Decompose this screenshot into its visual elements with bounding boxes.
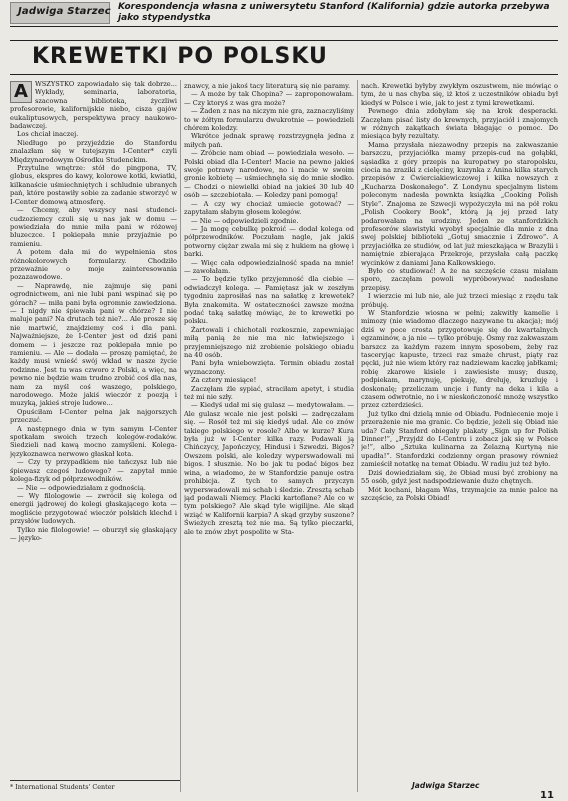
paragraph: WSZYSTKO zapowiadało się tak dobrze... Wykłady, seminaria, laboratoria, szacowna biblioteka, życzliwi profesorowie, kalifornijskie niebo, cisza gajów eukaliptusowych, perspektywa pracy naukowo-badawczej.	[10, 80, 177, 131]
article-column-2	[184, 82, 354, 782]
paragraph: Los chciał inaczej.	[17, 130, 79, 139]
paragraph: — A może by tak Chopina? — zaproponowałam. — Czy ktoryś z was gra może?	[184, 90, 354, 107]
paragraph: Pani była wniebowzięta. Termin obiadu został wyznaczony.	[184, 359, 354, 376]
paragraph: A następnego dnia w tym samym I-Center spotkałam swoich trzech kolegów-rodaków. Siedzieli nad kawą mocno zamyśleni. Kolega-językoznawca nerwowo głaskał kota.	[10, 424, 177, 458]
paragraph: — Wy filologowie — zwrócił się kolega od energii jądrowej do kolegi głaskającego kota — mogliście przygotować wieczór polskich klechd i przysłów ludowych.	[10, 491, 177, 526]
article-column-1	[10, 80, 177, 780]
paragraph: — Więc cała odpowiedzialność spada na mnie! — zawołałam.	[184, 258, 354, 275]
paragraph: Za cztery miesiące!	[191, 376, 257, 385]
paragraph: Żartowali i chichotali rozkosznie, zapewniając miłą panią że nie ma nic łatwiejszego i przyjemniejszego niż zrobienie polskiego obiadu na 40 osób.	[184, 325, 354, 359]
paragraph: — Zróbcie nam obiad — powiedziała wesoło. — Polski obiad dla I-Center! Macie na pewno jakieś swoje potrawy narodowe, no i macie w swoim gronie kobietę — uśmiechnęła się do mnie słodko. — Chodzi o niewielki obiad na jakieś 30 lub 40 osób — szczebiotała. — Koledzy pani pomogą!	[184, 149, 354, 200]
paragraph: Pewnego dnia zdobyłam się na krok desperacki. Zaczęłam pisać listy do krewnych, przyjaciół i znajomych w różnych zakątkach świata błagając o pomoc. Do miesiąca były rezultaty.	[361, 107, 558, 141]
paragraph: znawcy, a nie jakoś tacy literaturą się nie paramy.	[184, 82, 351, 90]
paragraph: Przytulne wnętrze: stół do pingpona, TV, globus, ekspres do kawy, kolorowe kotki, kwiatki, kilkanaście uśmiechniętych i schludnie ubranych pań, które postawiły sobie za zadanie stworzyć w I-Center domową atmosferę.	[10, 164, 177, 206]
paragraph: Dziś dowiedziałam się, że Obiad musi być zrobiony na 55 osób, gdyż jest nadspodziewanie dużo chętnych.	[361, 468, 558, 486]
paragraph: A potem dała mi do wypełnienia stos różnokolorowych formularzy. Chodziło przeważnie o moje zainteresowania pozazawodowe.	[10, 248, 177, 282]
paragraph: Tylko nie filologowie! — oburzył się głaskający — języko-	[10, 525, 177, 542]
paragraph: nach. Krewetki byłyby zwykłym oszustwem, nie mówiąc o tym, że u nas chyba się, iż ktoś z uczestników obiadu był kiedyś w Polsce i wie, jak to jest z tymi krewetkami.	[361, 82, 558, 107]
author-signoff: Jadwiga Starzec	[412, 781, 480, 790]
paragraph: Opuściłam I-Center pełna jak najgorszych przeczuć.	[10, 407, 177, 425]
column-divider-2	[357, 80, 358, 792]
paragraph: — A czy wy chociaż umiecie gotować? — zapytałam słabym głosem kolegów.	[184, 199, 354, 217]
article-title: KREWETKI PO POLSKU	[32, 44, 328, 69]
intro-note: Korespondencja własna z uniwersytetu Stanford (Kalifornia) gdzie autorka przebywa jako stypendystka	[118, 2, 550, 23]
paragraph: — Żaden z nas na niczym nie gra, zaznaczyliśmy to w żółtym formularzu dwukrotnie — powiedzieli chórem koledzy.	[184, 107, 354, 133]
article-column-3	[361, 82, 558, 782]
page-number: 11	[540, 790, 554, 801]
paragraph: — Nie — odpowiedziałam z godnością.	[17, 483, 146, 492]
column-divider-1	[180, 80, 181, 792]
paragraph: Wkrótce jednak sprawę rozstrzygnęła jedna z miłych pań.	[184, 132, 354, 149]
divider-title-top	[10, 40, 558, 41]
paragraph: Już tylko dni dzielą mnie od Obiadu. Podniecenie moje i przerażenie nie ma granic. Co będzie, jeżeli się Obiad nie uda? Cały Stanford obiegaly plakaty „Sign up for Polish Dinner!”, „Przyjdź do I-Centru i zobacz jak się w Polsce je!”, albo „Sztuka kulinarna za Żelazną Kurtyną nie upadła!”. Stanfordzki codzienny organ prasowy również zamieścił notatkę na temat Obiadu. W radiu już też było.	[361, 409, 558, 469]
paragraph: Zaczęłam źle sypiać, straciłam apetyt, i studia też mi nie szły.	[184, 384, 354, 402]
paragraph: I wierzcie mi lub nie, ale już trzeci miesiąc z rzędu tak próbuję.	[361, 292, 558, 309]
paragraph: — Ja mogę cebulkę pokroić — dodał kolega od półprzewodników. Poczułam nagle, jak jakiś potworny ciężar zwala mi się z hukiem na głowę i barki.	[184, 224, 354, 259]
paragraph: — Chcemy, aby wszyscy nasi studenci-cudzoziemcy czuli się u nas jak w domu — powiedziała do mnie miła pani w różowej bluzeczce. I pokiepała mnie przyjaźnie po ramieniu.	[10, 206, 177, 248]
paragraph: Mót kochani, błagam Was, trzymajcie za mnie palce na szczęście, za Polski Obiad!	[361, 485, 558, 502]
paragraph: — Kiedyś udał mi się gulasz — medytowałam. — Ale gulasz wcale nie jest polski — zadręczałam się. — Rosół też mi się kiedyś udał. Ale co znów takiego polskiego w rosole? Albo w kurze? Kura była już w I-Center kilka razy. Podawali ją Chińczycy, Japończycy, Hindusi i Szwedzi. Bigos? Owszem polski, ale koledzy wyperswadowali mi bigos. I słusznie. No bo jak tu podać bigos bez wina, a wiadomo, że w Stanfordzie panuje ostra prohibicja. Z tych to samych przyczyn wyperswadowali mi schab i śledzie. Zresztą schab jąd podawali Niemcy. Placki kartoflane? Ale co w tym polskiego? Ale skąd tyle wigilijne. Ale skąd wziąć w Kalifornii karpia? A skąd grzyby suszone? Świeżych zresztą też nie ma. Są tylko pieczarki, ale te znów zbyt pospolite w Sta-	[184, 401, 354, 536]
paragraph: Niedługo po przyjeździe do Stanfordu znalazłam się w tutejszym I-Center* czyli Międzynarodowym Ośrodku Studenckim.	[10, 138, 177, 164]
paragraph: W Stanfordzie wiosna w pełni; zakwitły kamelie i mimozy (nie wiadomo dlaczego nazywane tu akacja); mój dziś w poce crosta przygotowuje się do kwartalnych egzaminów, a ja nie — tylko próbuję. Ósmy raz zakwaszam barszcz za każdym razem innym sposobem, żeby raz tasceryjąc kapuste, trzeci raz smaże chrust, piąty raz pęcki, już nie wiem który raz nadziewam kaczkę jabłkami; robię zkarowe kisiele i zawiesiste musy; duszę, podpiekam, marynuję, piekuję, dreluję, kruzluję i doskonalę; przeliczam uncje i funty na deka i kila a czasem odwrotnie, no i w nieskończoność mnożę wszystko przez czterdzieści.	[361, 308, 558, 410]
paragraph: Mama przysłała niezawodny przepis na zakwaszanie barszczu, przyjaciółka mamy przepis-cud na gołąbki, sąsiadka z góry przepis na kuropatwy po staropolsku, ciocia na zraziki z cielęciny, kuzynka z Anina kilka starych przepisów z Ćwierciakiewiczowej i kilka nowszych z „Kucharza Doskonałego”. Z Londynu specjalnym listem poleconym nadesła pownkta książka „Cooking Polish Style”. Znajoma ze Szwecji wypożyczyła mi na pół roku „Polish Cookery Book”, którą ją jej przed laty podarowałam na urodziny. Jeden ze stanfordzkich profesorów slawistyki wyobył specjalnie dla mnie z dna swej polskiej biblioteki „Gotuj smacznie i Zdrowo”. A przyjaciółka ze studiów, od lat już mieszkająca w Brazylii i namiętnie zbierająca Przekroje, przysłała całą paczkę wycinków z daniami Jana Kalkowskiego.	[361, 140, 558, 267]
paragraph: — To będzie tylko przyjemność dla ciebie — odwiadczył kolega. — Pamiętasz jak w zeszłym tygodniu zaprosiłaś nas na sałatkę z krewetek? Była znakomita. W ostateczności zawsze można podać taką sałatkę mówiąc, że to krewetki po polsku.	[184, 275, 354, 326]
paragraph: Było co studiować! A że na szczęście czasu miałam sporo, zaczęłam powoli wypróbowywać nadesłane przepisy.	[361, 266, 558, 292]
paragraph: — Nie — odpowiedzieli zgodnie.	[191, 216, 299, 225]
author-byline: Jadwiga Starzec	[18, 6, 111, 17]
drop-cap: A	[10, 81, 32, 103]
paragraph: — Czy ty przypadkiem nie tańczysz lub nie śpiewasz czegoś ludowego? — zapytał mnie kolega-fizyk od półprzewodników.	[10, 458, 177, 484]
footnote: * International Students' Center	[10, 780, 180, 791]
paragraph: — Naprawdę, nie zajmuje się pani ogrodnictwem, ani nie lubi pani wspinać się po górach? — miła pani była ogromnie zawiedziona. — I nigdy nie śpiewała pani w chórze? I nie maluje pani? Na drutach też nie?... Ale prosze się nie martwić, znajdziemy coś i dla pani. Najważniejsze, że I-Center jest od dziś pani domem — i jeszcze raz poklepała mnie po ramieniu. — Ale — dodała — proszę pamiętać, że każdy musi wnieść swój wkład w nasze życie rodzinne. Jest tu was czworo z Polski, a więc, na pewno nie będzie wam trudno zrobić coś dla nas, nam za myśl coś waszego, polskiego, narodowego. Może jakiś wieczór z poezją i muzyką, jakieś stroje ludowe...	[10, 281, 177, 408]
divider-title-bottom	[10, 74, 558, 75]
divider-top	[10, 26, 558, 27]
